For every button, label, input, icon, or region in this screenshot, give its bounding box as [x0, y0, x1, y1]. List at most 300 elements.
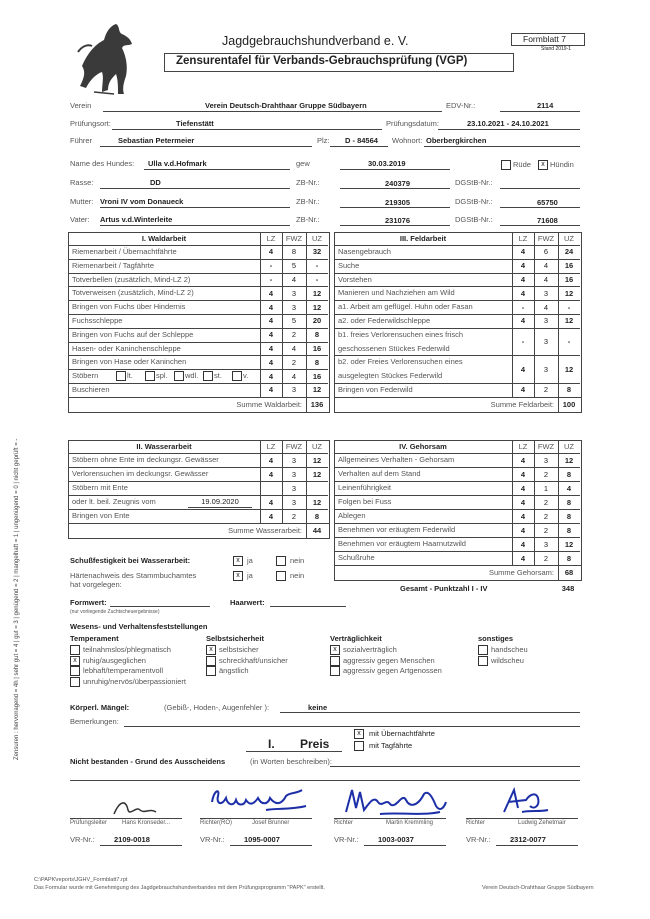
verein-value: Verein Deutsch-Drahthaar Gruppe Südbayern [205, 101, 367, 110]
vertrag_opts-1-checkbox[interactable] [330, 656, 340, 666]
signature-line [466, 818, 578, 819]
stoebern-1-label: spl. [156, 371, 168, 381]
wald-row-fwz: 5 [291, 261, 297, 271]
vater-zb-value: 231076 [385, 216, 411, 225]
temp_opts-3-label: unruhig/nervös/überpassioniert [83, 676, 186, 686]
vr-rule [230, 845, 312, 846]
wald-row-rule [68, 355, 328, 356]
feld-row-label: Bringen von Federwild [338, 385, 413, 394]
uebernacht-checkbox[interactable]: x [354, 729, 364, 739]
feld-row-rule [334, 397, 580, 398]
feld-row-uz: - [567, 337, 571, 347]
gehorsam-row-label: Ablegen [338, 511, 366, 520]
feld-row-uz: 24 [564, 247, 574, 257]
feld-row-rule [334, 383, 580, 384]
gehorsam-row-uz: 12 [564, 539, 574, 549]
feld-summe-value: 100 [562, 399, 576, 409]
ruede-label: Rüde [513, 160, 531, 169]
vr-value: 1095-0007 [244, 835, 280, 844]
sonst_opts-1-checkbox[interactable] [478, 656, 488, 666]
wald-uz-head: UZ [312, 234, 322, 243]
vertrag_opts-1-label: aggressiv gegen Menschen [343, 655, 435, 665]
rasse-value: DD [150, 178, 161, 187]
wald-row-lz: 4 [268, 371, 274, 381]
ort-label: Prüfungsort: [70, 119, 111, 128]
feld-row-rule [334, 286, 580, 287]
wasser-row-label: Stöbern ohne Ente im deckungsr. Gewässer [72, 455, 219, 464]
feld-summe-label: Summe Feldarbeit: [490, 399, 554, 409]
signature-richter-ro [206, 782, 316, 818]
wasser-row-uz: 12 [312, 469, 322, 479]
zb-value: 240379 [385, 179, 411, 188]
feld-row-fwz: 4 [543, 302, 549, 312]
fuehrer-value: Sebastian Petermeier [118, 136, 195, 145]
wald-row-uz: 8 [314, 357, 320, 367]
mutter-zb-label: ZB-Nr.: [296, 197, 320, 206]
gesamt-label: Gesamt - Punktzahl I - IV [400, 584, 488, 593]
koerper-note: (Gebiß-, Hoden-, Augenfehler ): [164, 703, 270, 712]
gehorsam-row-lz: 4 [520, 469, 526, 479]
wald-row-rule [68, 286, 328, 287]
haerte-ja-label: ja [247, 571, 253, 580]
vertrag_opts-0-checkbox[interactable]: x [330, 645, 340, 655]
gehorsam-row-label: Verhalten auf dem Stand [338, 469, 421, 478]
gehorsam-row-lz: 4 [520, 511, 526, 521]
wald-row-uz: 12 [312, 288, 322, 298]
wald-row-label: Hasen- oder Kaninchenschleppe [72, 343, 181, 353]
hund-value: Ulla v.d.Hofmark [148, 159, 207, 168]
feld-row-uz: 16 [564, 261, 574, 271]
fuehrer-label: Führer [70, 136, 93, 145]
wald-row-fwz: 3 [291, 288, 297, 298]
gehorsam-row-label: Folgen bei Fuss [338, 497, 392, 506]
vater-zb-label: ZB-Nr.: [296, 215, 320, 224]
feld-row-label: b2. oder Freies Verlorensuchen eines [338, 357, 463, 367]
wohnort-label: Wohnort: [392, 136, 423, 145]
haerte-label: Härtenachweis des Stammbuchamtes [70, 571, 197, 580]
gehorsam-row-uz: 8 [566, 525, 572, 535]
wasser-row-lz: 4 [268, 469, 274, 479]
wasser-row-fwz: 3 [291, 483, 297, 493]
gehorsam-row-label: Leinenführigkeit [338, 483, 391, 492]
wald-row-rule [68, 383, 328, 384]
huendin-checkbox[interactable]: x [538, 160, 548, 170]
feld-row-lz: 4 [520, 261, 526, 271]
temp_opts-2-checkbox[interactable] [70, 666, 80, 676]
wasser-row-uz: 8 [314, 511, 320, 521]
tagfaehrte-checkbox[interactable] [354, 741, 364, 751]
stoebern-2-label: wdl. [185, 371, 199, 381]
wasser-row-uz: 12 [312, 497, 322, 507]
gehorsam-row-lz: 4 [520, 525, 526, 535]
wasser-row-rule [68, 495, 328, 496]
schuss-ja-label: ja [247, 556, 253, 565]
gehorsam-row-fwz: 2 [543, 553, 549, 563]
margin-legend: Zensuren : hervorragend = 4h | sehr gut = 4 | gut = 3 | genügend = 2 | mangelhaft = 1 | ungenügend = 0 | nicht geprüft = - [14, 438, 20, 760]
wald-row-rule [68, 300, 328, 301]
gehorsam-row-fwz: 2 [543, 469, 549, 479]
wasser-row-date: 19.09.2020 [201, 497, 239, 506]
gehorsam-row-rule [334, 551, 580, 552]
wald-row-lz: - [269, 261, 273, 271]
formblatt-label: Formblatt 7 [523, 34, 566, 44]
feld-row-uz: 12 [564, 316, 574, 326]
ruede-checkbox[interactable] [501, 160, 511, 170]
feld-row-fwz: 6 [543, 247, 549, 257]
vertrag_opts-2-checkbox[interactable] [330, 666, 340, 676]
footer-note: Das Formular wurde mit Genehmigung des Jagdgebrauchshundverbandes mit dem Prüfungsprogramm "PAPK" erstellt. [34, 885, 325, 891]
vertrag_opts-0-label: sozialverträglich [343, 645, 397, 654]
wasser-date-rule [188, 507, 252, 508]
temp_opts-0-label: teilnahmslos/phlegmatisch [83, 645, 171, 654]
feld-row-label: Vorstehen [338, 274, 372, 284]
signature-role: Richter(RO) [200, 820, 233, 826]
jghv-logo [74, 22, 138, 98]
signature-pruefungsleiter [110, 796, 160, 818]
wasser-row-label: Bringen von Ente [72, 511, 130, 520]
feld-row-label: b1. freies Verlorensuchen eines frisch [338, 329, 464, 339]
plz-label: Plz: [317, 136, 330, 145]
haarwert-label: Haarwert: [230, 598, 265, 607]
gehorsam-row-uz: 8 [566, 553, 572, 563]
feld-row-label: Suche [338, 260, 360, 270]
vater-value: Artus v.d.Winterleite [100, 215, 173, 224]
feld-row-label: a1. Arbeit am geflügel. Huhn oder Fasan [338, 302, 473, 312]
feld-row-rule [334, 314, 580, 315]
haerte-nein-checkbox[interactable] [276, 571, 286, 581]
stoebern-1-checkbox[interactable] [145, 371, 155, 381]
gehorsam-header-rule [334, 453, 580, 454]
formwert-note: (nur vorliegende Zuchtscheuergebnisse) [70, 609, 160, 615]
wald-row-fwz: 5 [291, 316, 297, 326]
wald-row-fwz: 3 [291, 302, 297, 312]
wasser-summe-value: 44 [312, 526, 322, 535]
stoebern-0-label: lt. [127, 371, 133, 381]
wasser-row-lz: 4 [268, 497, 274, 507]
nicht-bestanden-label: Nicht bestanden - Grund des Ausscheidens [70, 757, 226, 766]
wald-row-lz: - [269, 275, 273, 284]
gehorsam-row-lz: 4 [520, 539, 526, 549]
wasser-row-rule [68, 509, 328, 510]
signature-richter-2 [340, 782, 450, 822]
wald-row-lz: 4 [268, 288, 274, 298]
wald-row-uz: 8 [314, 330, 320, 340]
gehorsam-row-rule [334, 537, 580, 538]
gehorsam-row-uz: 8 [566, 511, 572, 521]
wasser-row-lz: 4 [268, 511, 274, 521]
feld-fwz-head: FWZ [537, 234, 555, 243]
wald-row-uz: - [315, 275, 319, 284]
wasser-row-label: Verlorensuchen im deckungsr. Gewässer [72, 469, 209, 478]
wald-row-rule [68, 342, 328, 343]
gehorsam-row-rule [334, 481, 580, 482]
schuss-ja-checkbox[interactable]: x [233, 556, 243, 566]
selbst_opts-0-checkbox[interactable]: x [206, 645, 216, 655]
vater-dgstb-label: DGStB-Nr.: [455, 215, 493, 224]
wald-row-label: Riemenarbeit / Übernachtfährte [72, 247, 177, 256]
feld-row-rule [334, 300, 580, 301]
feld-row-lz: 4 [520, 275, 526, 284]
signature-richter-3 [494, 784, 554, 818]
haerte-nein-label: nein [290, 571, 305, 580]
gehorsam-uz-head: UZ [564, 442, 574, 451]
wald-summe-value: 136 [310, 399, 324, 409]
vr-label: VR-Nr.: [334, 835, 359, 844]
org-name: Jagdgebrauchshundverband e. V. [222, 34, 409, 48]
selbst_opts-2-checkbox[interactable] [206, 666, 216, 676]
footer-path: C:\PAPK\reports\JGHV_Formblatt7.rpt [34, 877, 128, 883]
selbst-heading: Selbstsicherheit [206, 634, 264, 643]
wald-fwz-head: FWZ [285, 234, 303, 243]
gehorsam-row-fwz: 3 [543, 539, 549, 549]
wald-row-rule [68, 314, 328, 315]
stand-label: Stand 2019-1 [541, 46, 572, 52]
feld-row-lz: - [521, 337, 525, 347]
wald-row-uz: 12 [312, 385, 322, 395]
signature-role: Richter [466, 820, 486, 826]
temp_opts-3-checkbox[interactable] [70, 677, 80, 687]
gew-value: 30.03.2019 [368, 159, 406, 168]
mutter-value: Vroni IV vom Donaueck [100, 197, 184, 206]
feld-row-fwz: 3 [543, 316, 549, 326]
gehorsam-row-fwz: 1 [543, 483, 549, 493]
temp_opts-0-checkbox[interactable] [70, 645, 80, 655]
stoebern-4-label: v. [243, 371, 249, 381]
wohnort-value: Oberbergkirchen [426, 136, 487, 145]
wald-row-lz: 4 [268, 357, 274, 367]
wald-row-label: Bringen von Hase oder Kaninchen [72, 357, 187, 367]
wasser-header-rule [68, 453, 328, 454]
gehorsam-row-lz: 4 [520, 483, 526, 493]
footer-org: Verein Deutsch-Drahthaar Gruppe Südbayern [482, 885, 594, 891]
wald-row-lz: 4 [268, 344, 274, 353]
wald-row-uz: 16 [312, 371, 322, 381]
preis-number: I. [268, 737, 275, 751]
feld-row-fwz: 2 [543, 385, 549, 395]
feld-row-uz: - [567, 302, 571, 312]
gehorsam-row-lz: 4 [520, 553, 526, 563]
wald-row-lz: 4 [268, 316, 274, 326]
bemerk-label: Bemerkungen: [70, 717, 119, 726]
feld-row-rule [334, 273, 580, 274]
gehorsam-row-fwz: 2 [543, 525, 549, 535]
vr-rule [496, 845, 578, 846]
schuss-nein-checkbox[interactable] [276, 556, 286, 566]
koerper-value: keine [308, 703, 328, 712]
stoebern-3-label: st. [214, 371, 222, 381]
wald-row-label: Riemenarbeit / Tagfährte [72, 260, 154, 270]
formwert-label: Formwert: [70, 598, 107, 607]
wasser-row-uz: 12 [312, 455, 322, 465]
wald-row-fwz: 4 [291, 371, 297, 381]
wald-row-label: Totverbellen (zusätzlich, Mind-LZ 2) [72, 274, 191, 284]
rasse-label: Rasse: [70, 178, 94, 187]
wald-row-label: Bringen von Fuchs über Hindernis [72, 302, 186, 312]
gehorsam-row-uz: 8 [566, 497, 572, 507]
wald-row-label: Fuchsschleppe [72, 316, 123, 325]
selbst_opts-1-checkbox[interactable] [206, 656, 216, 666]
edv-value: 2114 [537, 101, 554, 110]
wald-summe-label: Summe Waldarbeit: [236, 399, 302, 409]
feld-row-lz: 4 [520, 316, 526, 326]
huendin-label: Hündin [550, 160, 574, 169]
selbst_opts-2-label: ängstlich [219, 666, 249, 675]
wald-row-fwz: 2 [291, 357, 297, 367]
haerte-ja-checkbox[interactable]: x [233, 571, 243, 581]
nicht-bestanden-note: (in Worten beschreiben): [250, 757, 332, 766]
feld-row-rule [334, 328, 580, 329]
sonst_opts-0-checkbox[interactable] [478, 645, 488, 655]
signature-line [200, 818, 312, 819]
feld-row-label: a2. oder Federwildschleppe [338, 316, 431, 325]
wasser-row-fwz: 3 [291, 497, 297, 507]
feld-lz-head: LZ [518, 234, 528, 243]
mutter-dgstb-value: 65750 [537, 198, 558, 207]
sonst_opts-1-label: wildscheu [491, 655, 524, 665]
vertrag-heading: Verträglichkeit [330, 634, 382, 643]
temp_opts-1-checkbox[interactable]: x [70, 656, 80, 666]
feld-row-lz: 4 [520, 364, 526, 374]
vr-label: VR-Nr.: [466, 835, 491, 844]
wald-row-rule [68, 397, 328, 398]
wasser-row-fwz: 3 [291, 455, 297, 465]
gehorsam-col-rule [534, 440, 535, 565]
gehorsam-row-rule [334, 509, 580, 510]
wasser-lz-head: LZ [266, 442, 276, 451]
ort-value: Tiefenstätt [176, 119, 214, 128]
wasser-row-lz: 4 [268, 455, 274, 465]
gehorsam-fwz-head: FWZ [537, 442, 555, 451]
sonstiges-heading: sonstiges [478, 634, 514, 643]
gehorsam-summe-label: Summe Gehorsam: [488, 568, 554, 577]
signature-role: Richter [334, 820, 354, 826]
temp_opts-1-label: ruhig/ausgeglichen [83, 655, 146, 665]
stoebern-3-checkbox[interactable] [203, 371, 213, 381]
stoebern-0-checkbox[interactable] [116, 371, 126, 381]
gesamt-value: 348 [561, 584, 575, 593]
signature-role: Prüfungsleiter [70, 820, 108, 826]
wald-row-lz: 4 [268, 247, 274, 257]
vater-label: Vater: [70, 215, 90, 224]
gehorsam-row-uz: 4 [566, 483, 572, 493]
feld-uz-head: UZ [564, 234, 574, 243]
vr-label: VR-Nr.: [70, 835, 95, 844]
mutter-zb-value: 219305 [385, 198, 411, 207]
schuss-nein-label: nein [290, 556, 305, 565]
feld-row-label-2: ausgelegten Stückes Federwild [338, 371, 443, 381]
wasser-row-rule [68, 523, 328, 524]
vertrag_opts-2-label: aggressiv gegen Artgenossen [343, 666, 442, 675]
vr-value: 1003-0037 [378, 835, 414, 844]
feld-row-label: Nasengebrauch [338, 247, 391, 256]
wald-row-lz: 4 [268, 330, 274, 340]
feld-row-uz: 12 [564, 288, 574, 298]
wald-title: I. Waldarbeit [141, 234, 187, 243]
wald-row-fwz: 4 [291, 275, 297, 284]
verein-label: Verein [70, 101, 92, 110]
feld-row-uz: 12 [564, 364, 574, 374]
wald-row-label: Bringen von Fuchs auf der Schleppe [72, 329, 194, 339]
feld-row-label: Manieren und Nachziehen am Wild [338, 288, 455, 298]
wald-row-fwz: 3 [291, 385, 297, 395]
wald-row-label: Totverweisen (zusätzlich, Mind-LZ 2) [72, 288, 194, 298]
feld-row-lz: - [521, 302, 525, 312]
wasser-fwz-head: FWZ [285, 442, 303, 451]
gehorsam-row-label: Benehmen vor eräugtem Haarnutzwild [338, 539, 466, 548]
wald-row-fwz: 4 [291, 344, 297, 353]
zb-label: ZB-Nr.: [296, 178, 320, 187]
wald-row-rule [68, 369, 328, 370]
feld-row-rule [334, 355, 580, 356]
stoebern-2-checkbox[interactable] [174, 371, 184, 381]
feld-row-lz: 4 [520, 247, 526, 257]
gew-label: gew [296, 159, 310, 168]
wald-row-uz: 20 [312, 316, 322, 326]
haerte-label-2: hat vorgelegen: [70, 580, 122, 589]
wald-row-rule [68, 328, 328, 329]
tagfaehrte-label: mit Tagfährte [369, 741, 413, 750]
schuss-label: Schußfestigkeit bei Wasserarbeit: [70, 556, 191, 565]
gehorsam-row-label: Schußruhe [338, 553, 375, 562]
wald-row-rule [68, 273, 328, 274]
wald-header-rule [68, 245, 328, 246]
datum-label: Prüfungsdatum: [386, 119, 439, 128]
preis-label: Preis [300, 737, 330, 751]
feld-row-fwz: 4 [543, 275, 549, 284]
feld-row-lz: 4 [520, 385, 526, 395]
gehorsam-row-label: Benehmen vor eräugtem Federwild [338, 525, 456, 534]
gehorsam-row-fwz: 2 [543, 511, 549, 521]
wasser-row-rule [68, 481, 328, 482]
feld-title: III. Feldarbeit [399, 234, 447, 243]
gehorsam-row-lz: 4 [520, 497, 526, 507]
dgstb-label: DGStB-Nr.: [455, 178, 493, 187]
gehorsam-row-fwz: 2 [543, 497, 549, 507]
feld-row-uz: 8 [566, 385, 572, 395]
plz-value: D - 84564 [345, 136, 378, 145]
wasser-row-label: oder lt. beil. Zeugnis vom [72, 497, 156, 506]
gehorsam-title: IV. Gehorsam [399, 442, 447, 451]
signature-line [70, 818, 182, 819]
gehorsam-row-rule [334, 523, 580, 524]
wasser-row-rule [68, 467, 328, 468]
gehorsam-row-uz: 8 [566, 469, 572, 479]
gehorsam-lz-head: LZ [518, 442, 528, 451]
temperament-heading: Temperament [70, 634, 119, 643]
feld-row-fwz: 3 [543, 364, 549, 374]
feld-row-fwz: 4 [543, 261, 549, 271]
sonst_opts-0-label: handscheu [491, 645, 528, 654]
stoebern-4-checkbox[interactable] [232, 371, 242, 381]
wald-row-uz: - [315, 261, 319, 271]
wasser-row-fwz: 2 [291, 511, 297, 521]
signature-name: Martin Kremmling [386, 820, 434, 826]
feld-row-rule [334, 259, 580, 260]
wald-row-rule [68, 259, 328, 260]
wald-row-uz: 12 [312, 302, 322, 312]
gehorsam-row-rule [334, 467, 580, 468]
edv-label: EDV-Nr.: [446, 101, 476, 110]
wasser-uz-head: UZ [312, 442, 322, 451]
vr-value: 2312-0077 [510, 835, 546, 844]
form-title: Zensurentafel für Verbands-Gebrauchsprüfung (VGP) [176, 55, 468, 67]
uebernacht-label: mit Übernachtfährte [369, 729, 435, 738]
feld-row-label-2: geschossenen Stückes Federwild [338, 343, 450, 353]
vr-value: 2109-0018 [114, 835, 150, 844]
datum-value: 23.10.2021 - 24.10.2021 [467, 119, 549, 128]
signature-name: Josef Brunner [252, 820, 290, 826]
feld-row-fwz: 3 [543, 337, 549, 347]
